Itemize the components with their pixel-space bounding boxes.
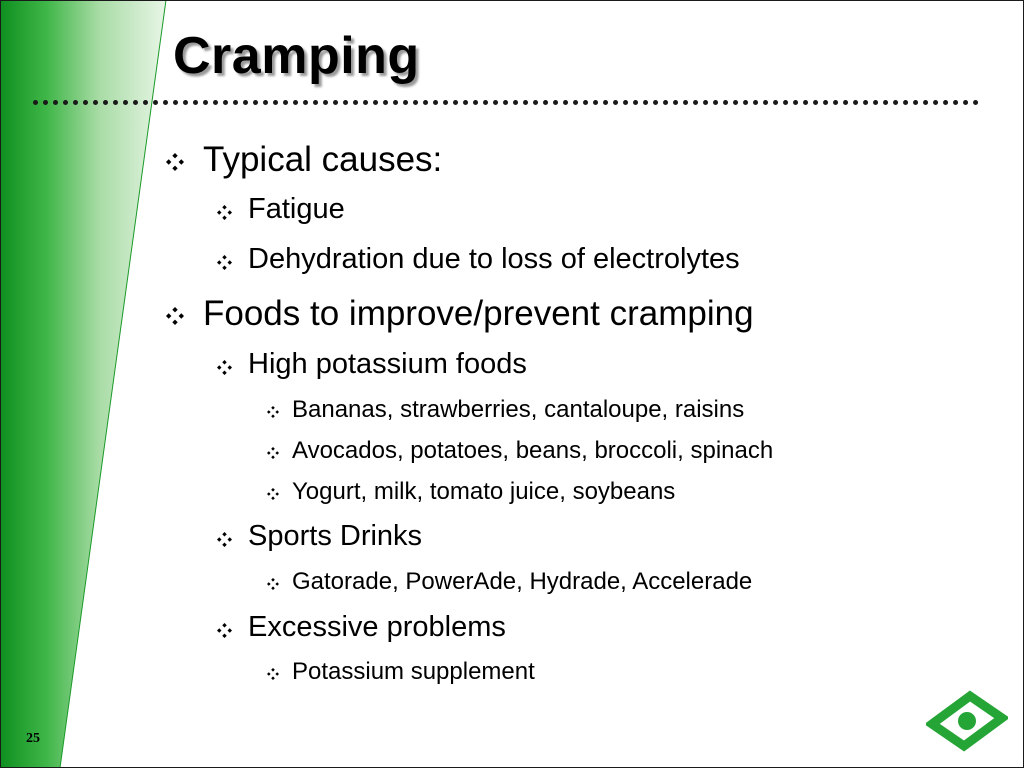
four-diamond-bullet-icon xyxy=(267,488,279,500)
four-diamond-bullet-icon xyxy=(217,623,232,638)
four-diamond-bullet-icon xyxy=(267,578,279,590)
four-diamond-bullet-icon xyxy=(166,153,184,171)
four-diamond-bullet-icon xyxy=(217,255,232,270)
four-diamond-bullet-icon xyxy=(267,447,279,459)
bullet-text: Fatigue xyxy=(248,193,345,225)
four-diamond-bullet-icon xyxy=(267,406,279,418)
bullet-text: Typical causes: xyxy=(203,140,443,179)
four-diamond-bullet-icon xyxy=(217,532,232,547)
four-diamond-bullet-icon xyxy=(217,205,232,220)
four-diamond-bullet-icon xyxy=(217,360,232,375)
bullet-text: High potassium foods xyxy=(248,348,527,380)
four-diamond-bullet-icon xyxy=(267,668,279,680)
four-diamond-bullet-icon xyxy=(166,307,184,325)
bullet-text: Gatorade, PowerAde, Hydrade, Accelerade xyxy=(292,568,753,595)
bullet-text: Foods to improve/prevent cramping xyxy=(203,294,754,333)
bullet-text: Potassium supplement xyxy=(292,658,535,685)
bullet-text: Yogurt, milk, tomato juice, soybeans xyxy=(292,478,676,505)
bullet-text: Sports Drinks xyxy=(248,520,423,552)
bullet-text: Bananas, strawberries, cantaloupe, raisins xyxy=(292,396,745,423)
page-number: 25 xyxy=(26,731,40,746)
green-diamond-dot-logo-icon xyxy=(926,690,1008,752)
slide-title: Cramping xyxy=(173,27,420,85)
bullet-text: Excessive problems xyxy=(248,611,506,643)
bullet-text: Dehydration due to loss of electrolytes xyxy=(248,243,740,275)
bullet-text: Avocados, potatoes, beans, broccoli, spinach xyxy=(292,437,774,464)
